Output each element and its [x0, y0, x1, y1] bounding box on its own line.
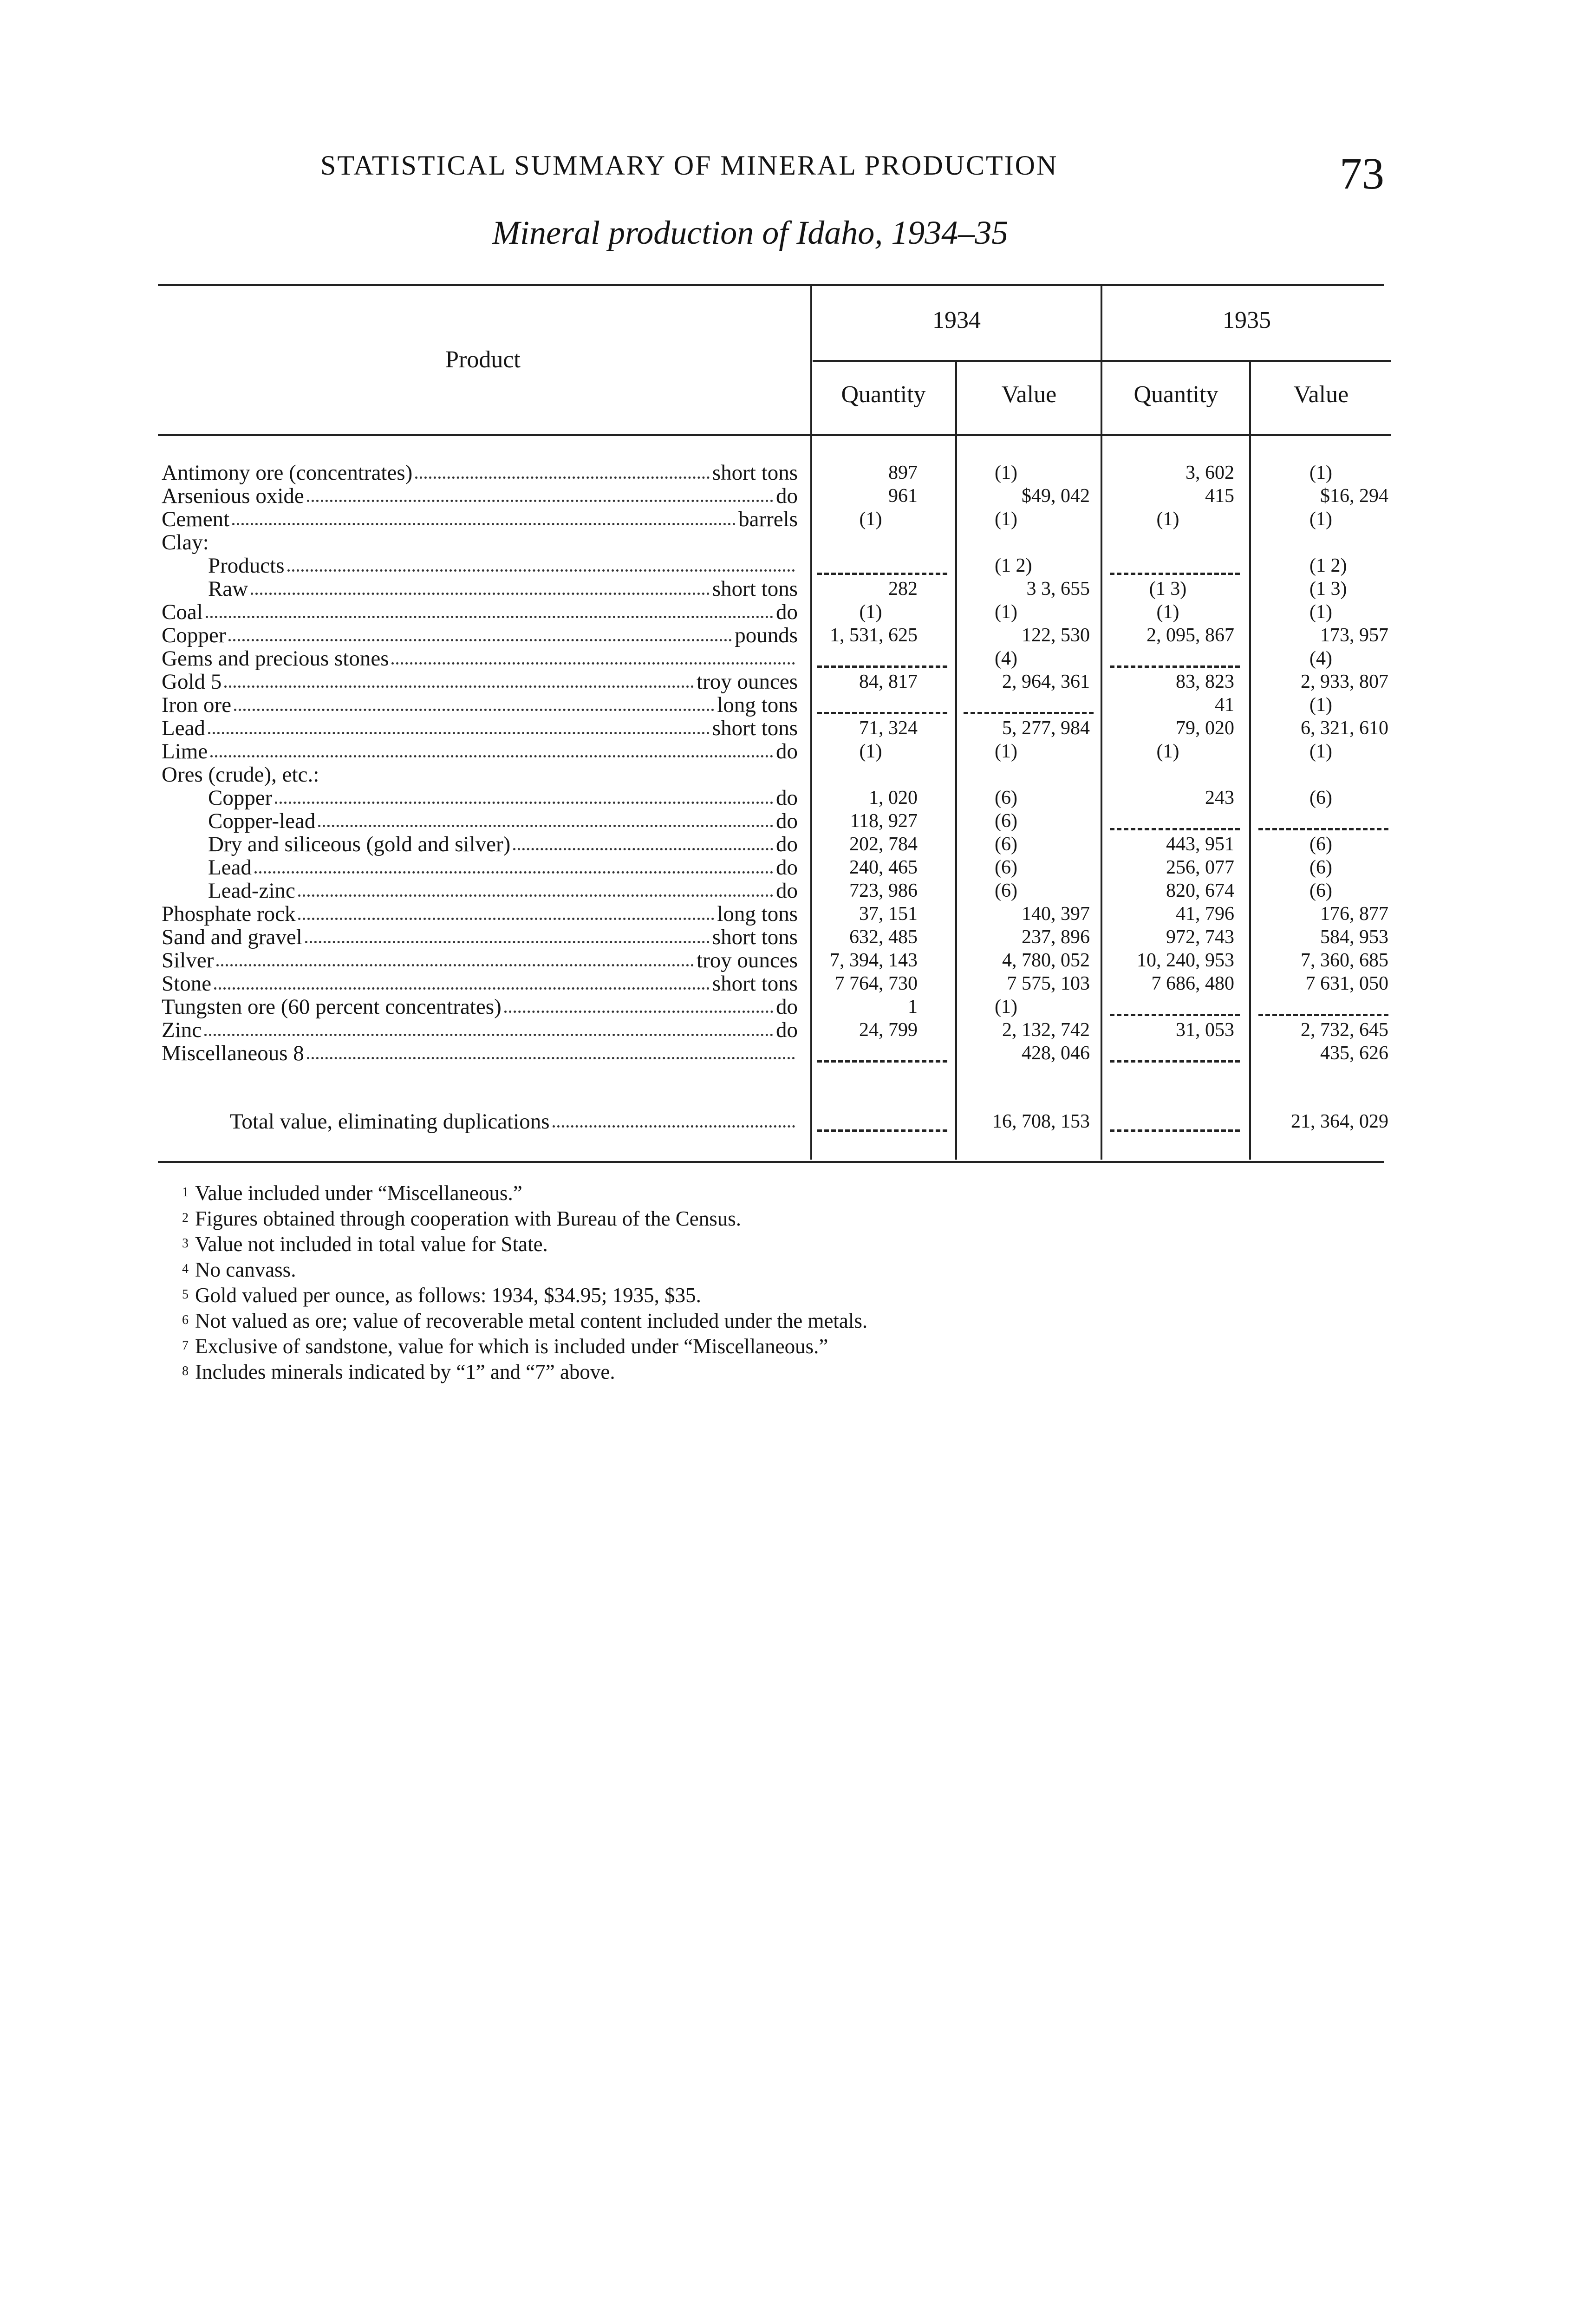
- value-1934: 4, 780, 052: [1002, 950, 1090, 971]
- row-label: Phosphate rock: [162, 902, 296, 926]
- value-1934: (6): [995, 880, 1017, 901]
- table-row: [0, 531, 1596, 554]
- dash-rule: [1110, 1129, 1240, 1132]
- value-1934: 7 575, 103: [1007, 973, 1090, 994]
- dash-rule: [1110, 573, 1240, 575]
- dash-rule: [817, 665, 947, 668]
- table-row: [0, 809, 1596, 833]
- row-label: Raw: [208, 577, 248, 600]
- quantity-1935: (1): [1156, 509, 1179, 530]
- value-1935: $16, 294: [1320, 485, 1388, 507]
- quantity-1934: 897: [888, 462, 918, 483]
- column-header-year-1935: 1935: [1223, 307, 1271, 333]
- row-label: Coal: [162, 600, 203, 624]
- value-1935: 435, 626: [1320, 1043, 1388, 1064]
- value-1935: (6): [1309, 857, 1332, 878]
- footnote: 7 Exclusive of sandstone, value for which is included under “Miscellaneous.”: [182, 1335, 828, 1358]
- value-1935: (1 3): [1309, 578, 1347, 600]
- row-label: Lead: [162, 717, 205, 740]
- value-1934: 2, 132, 742: [1002, 1019, 1090, 1041]
- value-1935: (4): [1309, 648, 1332, 669]
- quantity-1934: 1, 531, 625: [830, 625, 918, 646]
- value-1934: (6): [995, 834, 1017, 855]
- quantity-1935: 256, 077: [1166, 857, 1234, 878]
- value-1935: (1): [1309, 741, 1332, 762]
- table-row: [0, 484, 1596, 508]
- quantity-1935: 83, 823: [1176, 671, 1234, 692]
- row-label: Copper: [208, 786, 273, 809]
- value-1935: 176, 877: [1320, 903, 1388, 925]
- value-1935: 2, 933, 807: [1301, 671, 1388, 692]
- value-1934: (1 2): [995, 555, 1032, 576]
- quantity-1934: (1): [859, 601, 882, 623]
- quantity-1934: 961: [888, 485, 918, 507]
- table-body: [0, 461, 1596, 1065]
- row-label: Zinc: [162, 1018, 202, 1042]
- footnote: 4 No canvass.: [182, 1258, 296, 1281]
- quantity-1935: (1): [1156, 601, 1179, 623]
- value-1934: 2, 964, 361: [1002, 671, 1090, 692]
- value-1935: 173, 957: [1320, 625, 1388, 646]
- quantity-1934: 632, 485: [849, 926, 918, 948]
- footnote: 8 Includes minerals indicated by “1” and “7” above.: [182, 1360, 615, 1383]
- quantity-1935: (1): [1156, 741, 1179, 762]
- row-unit: do: [776, 809, 798, 833]
- row-label: Sand and gravel: [162, 926, 302, 949]
- total-value-1934: 16, 708, 153: [992, 1111, 1090, 1132]
- quantity-1935: 443, 951: [1166, 834, 1234, 855]
- table-row: [0, 740, 1596, 763]
- table-row: [0, 1018, 1596, 1042]
- table-row: [0, 600, 1596, 624]
- quantity-1934: 24, 799: [859, 1019, 918, 1041]
- quantity-1935: 79, 020: [1176, 717, 1234, 739]
- value-1934: (1): [995, 741, 1017, 762]
- quantity-1934: 723, 986: [849, 880, 918, 901]
- row-unit: do: [776, 1018, 798, 1042]
- row-label: Dry and siliceous (gold and silver): [208, 833, 511, 856]
- quantity-1935: 10, 240, 953: [1137, 950, 1234, 971]
- table-row: [0, 670, 1596, 693]
- quantity-1934: 202, 784: [849, 834, 918, 855]
- row-unit: do: [776, 856, 798, 879]
- footnote: 1 Value included under “Miscellaneous.”: [182, 1181, 522, 1205]
- row-unit: do: [776, 600, 798, 624]
- dash-rule: [817, 712, 947, 714]
- quantity-1934: 282: [888, 578, 918, 600]
- table-row: [0, 508, 1596, 531]
- row-unit: short tons: [712, 926, 798, 949]
- value-1935: 2, 732, 645: [1301, 1019, 1388, 1041]
- total-value-1935: 21, 364, 029: [1291, 1111, 1388, 1132]
- quantity-1935: 972, 743: [1166, 926, 1234, 948]
- quantity-1934: (1): [859, 741, 882, 762]
- quantity-1934: 240, 465: [849, 857, 918, 878]
- row-unit: short tons: [712, 461, 798, 484]
- value-1935: (1 2): [1309, 555, 1347, 576]
- row-label: Miscellaneous 8: [162, 1042, 304, 1065]
- value-1934: 428, 046: [1022, 1043, 1090, 1064]
- total-row: [0, 1110, 1596, 1138]
- row-unit: long tons: [717, 693, 798, 717]
- table-row: [0, 786, 1596, 809]
- quantity-1934: 37, 151: [859, 903, 918, 925]
- table-row: [0, 554, 1596, 577]
- quantity-1934: 1, 020: [869, 787, 918, 809]
- row-unit: do: [776, 740, 798, 763]
- running-title: STATISTICAL SUMMARY OF MINERAL PRODUCTION: [320, 150, 1058, 181]
- page-number: 73: [1340, 149, 1384, 198]
- quantity-1934: 7, 394, 143: [830, 950, 918, 971]
- value-1934: (6): [995, 810, 1017, 832]
- footnote: 5 Gold valued per ounce, as follows: 1934, $34.95; 1935, $35.: [182, 1284, 701, 1307]
- row-unit: short tons: [712, 577, 798, 600]
- row-label: Copper: [162, 624, 226, 647]
- row-label: Products: [208, 554, 285, 577]
- row-unit: barrels: [738, 508, 798, 531]
- row-label: Tungsten ore (60 percent concentrates): [162, 995, 502, 1018]
- value-1934: 5, 277, 984: [1002, 717, 1090, 739]
- row-label: Ores (crude), etc.:: [162, 763, 319, 786]
- quantity-1935: 820, 674: [1166, 880, 1234, 901]
- table-row: [0, 902, 1596, 926]
- value-1935: 584, 953: [1320, 926, 1388, 948]
- row-label: Stone: [162, 972, 212, 995]
- value-1934: $49, 042: [1022, 485, 1090, 507]
- dash-rule: [964, 712, 1094, 714]
- table-caption: Mineral production of Idaho, 1934–35: [492, 214, 1009, 251]
- value-1934: (6): [995, 857, 1017, 878]
- quantity-1934: 84, 817: [859, 671, 918, 692]
- column-header-value-1935: Value: [1293, 381, 1349, 408]
- value-1934: (1): [995, 462, 1017, 483]
- value-1934: (1): [995, 509, 1017, 530]
- value-1935: (1): [1309, 509, 1332, 530]
- quantity-1934: 1: [908, 996, 918, 1018]
- quantity-1934: (1): [859, 509, 882, 530]
- dash-rule: [1258, 1014, 1388, 1016]
- dash-rule: [1258, 828, 1388, 830]
- quantity-1935: 7 686, 480: [1151, 973, 1234, 994]
- column-header-value-1934: Value: [1001, 381, 1057, 408]
- dash-rule: [1110, 1060, 1240, 1063]
- dash-rule: [1110, 1014, 1240, 1016]
- table-top-rule: [158, 284, 1384, 286]
- table-bottom-rule: [158, 1161, 1384, 1163]
- footnote: 6 Not valued as ore; value of recoverable metal content included under the metals.: [182, 1309, 868, 1332]
- row-label: Lime: [162, 740, 208, 763]
- row-unit: troy ounces: [697, 670, 798, 693]
- column-header-quantity-1935: Quantity: [1133, 381, 1218, 408]
- quantity-1934: 71, 324: [859, 717, 918, 739]
- footnote: 2 Figures obtained through cooperation with Bureau of the Census.: [182, 1207, 742, 1230]
- value-1935: (1): [1309, 694, 1332, 716]
- value-1935: (6): [1309, 834, 1332, 855]
- table-row: [0, 693, 1596, 717]
- quantity-1934: 118, 927: [850, 810, 918, 832]
- table-row: [0, 995, 1596, 1018]
- row-label: Iron ore: [162, 693, 232, 717]
- value-1934: (1): [995, 601, 1017, 623]
- table-row: [0, 926, 1596, 949]
- value-1934: 237, 896: [1022, 926, 1090, 948]
- value-1935: 6, 321, 610: [1301, 717, 1388, 739]
- table-row: [0, 856, 1596, 879]
- row-unit: troy ounces: [697, 949, 798, 972]
- row-label: Silver: [162, 949, 214, 972]
- quantity-1935: (1 3): [1149, 578, 1187, 600]
- table-row: [0, 879, 1596, 902]
- row-unit: do: [776, 786, 798, 809]
- value-1935: 7, 360, 685: [1301, 950, 1388, 971]
- column-header-product: Product: [445, 346, 521, 373]
- column-header-quantity-1934: Quantity: [841, 381, 926, 408]
- dash-rule: [1110, 828, 1240, 830]
- dash-rule: [1110, 665, 1240, 668]
- value-1934: 122, 530: [1022, 625, 1090, 646]
- row-unit: do: [776, 995, 798, 1018]
- row-label: Clay:: [162, 531, 209, 554]
- footnote: 3 Value not included in total value for State.: [182, 1233, 548, 1256]
- value-1935: (1): [1309, 601, 1332, 623]
- quantity-1935: 243: [1205, 787, 1234, 809]
- table-row: [0, 763, 1596, 786]
- row-label: Antimony ore (concentrates): [162, 461, 413, 484]
- head-bottom-rule: [158, 434, 1391, 436]
- dash-rule: [817, 573, 947, 575]
- value-1935: (1): [1309, 462, 1332, 483]
- row-unit: pounds: [735, 624, 798, 647]
- column-header-year-1934: 1934: [932, 307, 981, 333]
- table-row: [0, 1042, 1596, 1065]
- value-1934: 140, 397: [1022, 903, 1090, 925]
- value-1935: (6): [1309, 787, 1332, 809]
- table-row: [0, 949, 1596, 972]
- quantity-1934: 7 764, 730: [834, 973, 918, 994]
- row-unit: do: [776, 879, 798, 902]
- row-unit: do: [776, 484, 798, 508]
- value-1934: (1): [995, 996, 1017, 1018]
- quantity-1935: 2, 095, 867: [1147, 625, 1234, 646]
- total-label: Total value, eliminating duplications: [230, 1110, 550, 1133]
- row-label: Lead-zinc: [208, 879, 295, 902]
- value-1934: (4): [995, 648, 1017, 669]
- quantity-1935: 415: [1205, 485, 1234, 507]
- table-row: [0, 972, 1596, 995]
- footnotes: [182, 1182, 867, 1386]
- row-label: Arsenious oxide: [162, 484, 304, 508]
- quantity-1935: 41, 796: [1176, 903, 1234, 925]
- table-row: [0, 624, 1596, 647]
- quantity-1935: 3, 602: [1186, 462, 1234, 483]
- quantity-1935: 41: [1215, 694, 1234, 716]
- quantity-1935: 31, 053: [1176, 1019, 1234, 1041]
- row-label: Gems and precious stones: [162, 647, 389, 670]
- table-row: [0, 833, 1596, 856]
- row-label: Copper-lead: [208, 809, 316, 833]
- table-row: [0, 461, 1596, 484]
- row-unit: long tons: [717, 902, 798, 926]
- dash-rule: [817, 1060, 947, 1063]
- row-label: Gold 5: [162, 670, 222, 693]
- table-row: [0, 647, 1596, 670]
- row-unit: do: [776, 833, 798, 856]
- table-row: [0, 577, 1596, 600]
- row-label: Lead: [208, 856, 252, 879]
- row-label: Cement: [162, 508, 230, 531]
- table-row: [0, 717, 1596, 740]
- row-unit: short tons: [712, 717, 798, 740]
- value-1935: 7 631, 050: [1305, 973, 1388, 994]
- value-1934: (6): [995, 787, 1017, 809]
- dash-rule: [817, 1129, 947, 1132]
- row-unit: short tons: [712, 972, 798, 995]
- value-1935: (6): [1309, 880, 1332, 901]
- value-1934: 3 3, 655: [1026, 578, 1090, 600]
